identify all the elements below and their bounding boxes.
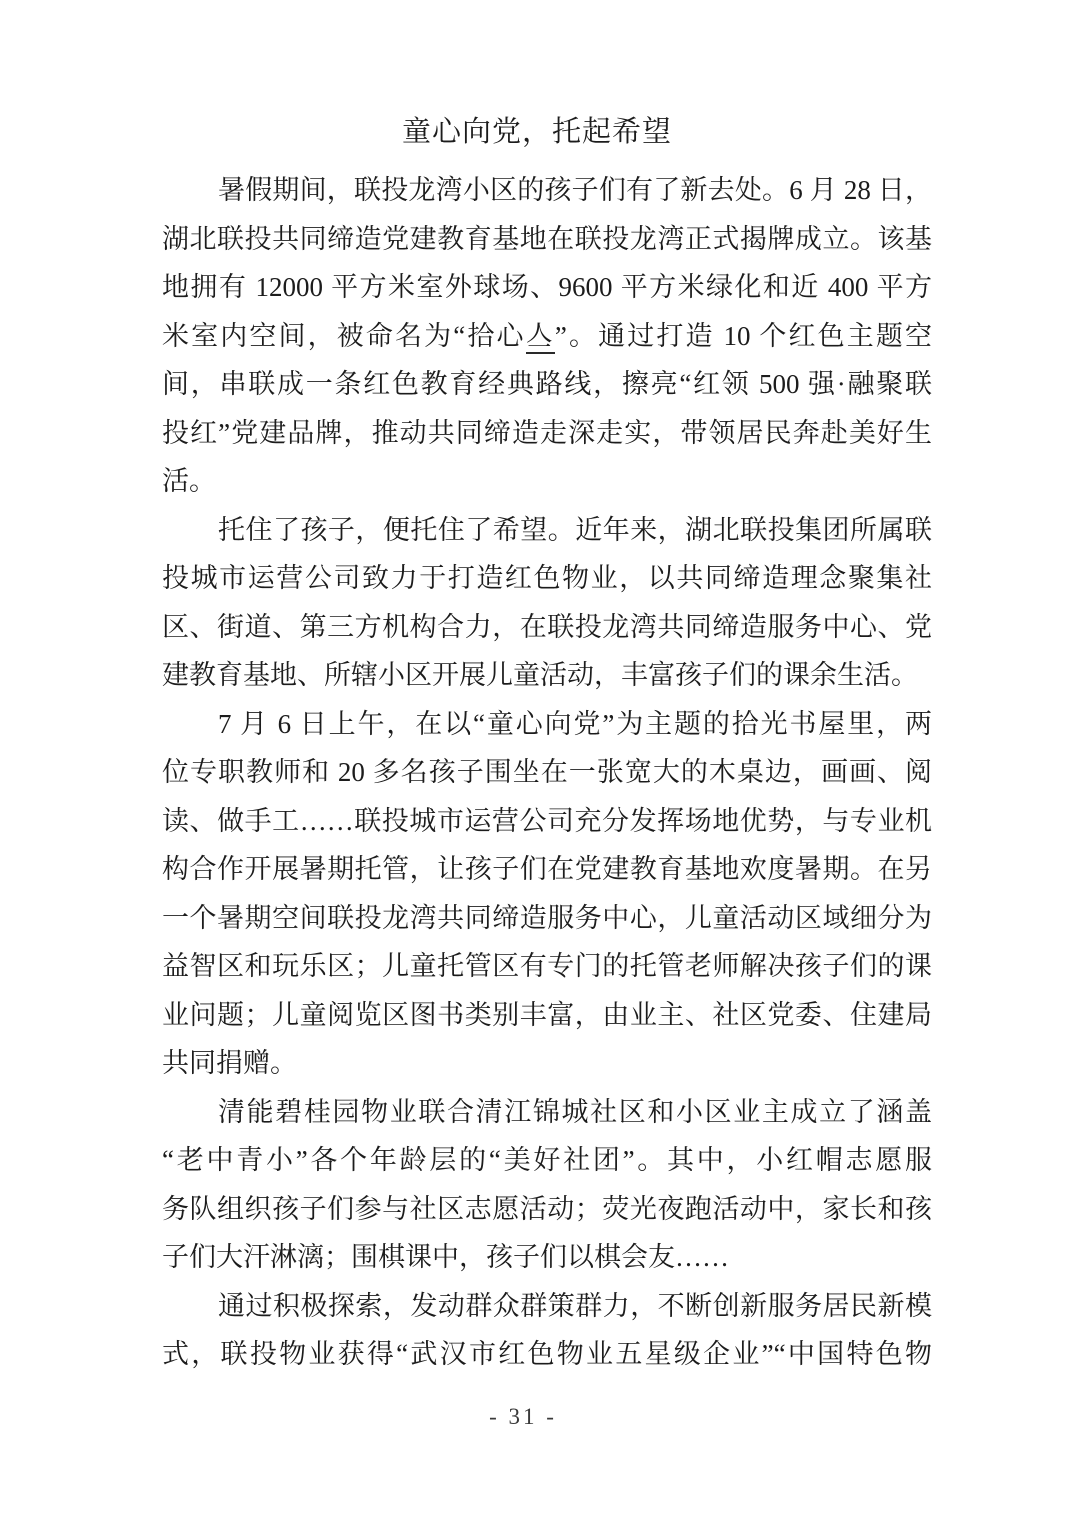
body-line: 建教育基地、所辖小区开展儿童活动，丰富孩子们的课余生活。 bbox=[162, 660, 918, 690]
body-line: 构合作开展暑期托管，让孩子们在党建教育基地欢度暑期。在另 bbox=[162, 854, 932, 884]
paragraph bbox=[162, 506, 932, 700]
body-line: 务队组织孩子们参与社区志愿活动；荧光夜跑活动中，家长和孩 bbox=[162, 1193, 932, 1224]
document-title: 童心向党，托起希望 bbox=[401, 116, 672, 148]
underlined-term: 亼 bbox=[526, 321, 555, 354]
body-line: 投城市运营公司致力于打造红色物业，以共同缔造理念聚集社 bbox=[162, 563, 932, 593]
body-line: 间，串联成一条红色教育经典路线，擦亮“红领 500 强·融聚联 bbox=[162, 369, 932, 399]
body-line: 暑假期间，联投龙湾小区的孩子们有了新去处。6 月 28 日， bbox=[218, 175, 932, 205]
body-line: “老中青小”各个年龄层的“美好社团”。其中，小红帽志愿服 bbox=[162, 1145, 932, 1175]
body-line-segment: ”。通过打造 10 个红色主题空 bbox=[554, 320, 932, 351]
body-line: 7 月 6 日上午，在以“童心向党”为主题的拾光书屋里，两 bbox=[218, 708, 932, 739]
body-line: 共同捐赠。 bbox=[162, 1048, 297, 1078]
body-line: 式，联投物业获得“武汉市红色物业五星级企业”“中国特色物 bbox=[162, 1339, 932, 1369]
body-line: 地拥有 12000 平方米室外球场、9600 平方米绿化和近 400 平方 bbox=[162, 272, 932, 302]
body-line: 区、街道、第三方机构合力，在联投龙湾共同缔造服务中心、党 bbox=[162, 611, 932, 642]
paragraph bbox=[162, 166, 932, 506]
body-line: 读、做手工……联投城市运营公司充分发挥场地优势，与专业机 bbox=[162, 805, 932, 836]
paragraph bbox=[162, 1282, 932, 1379]
paragraph bbox=[162, 700, 932, 1088]
body-line: 益智区和玩乐区；儿童托管区有专门的托管老师解决孩子们的课 bbox=[162, 951, 932, 981]
body-line: 通过积极探索，发动群众群策群力，不断创新服务居民新模 bbox=[218, 1290, 932, 1321]
body-line-segment: 米室内空间，被命名为“拾心 bbox=[162, 320, 526, 351]
body-line: 位专职教师和 20 多名孩子围坐在一张宽大的木桌边，画画、阅 bbox=[162, 757, 932, 787]
body-line: 活。 bbox=[162, 466, 216, 496]
body-line: 业问题；儿童阅览区图书类别丰富，由业主、社区党委、住建局 bbox=[162, 999, 932, 1030]
body-line bbox=[162, 312, 932, 361]
body-line: 子们大汗淋漓；围棋课中，孩子们以棋会友…… bbox=[162, 1242, 729, 1272]
paragraph bbox=[162, 1088, 932, 1282]
body-line: 一个暑期空间联投龙湾共同缔造服务中心，儿童活动区域细分为 bbox=[162, 902, 932, 933]
document-body bbox=[162, 166, 932, 1379]
body-line: 托住了孩子，便托住了希望。近年来，湖北联投集团所属联 bbox=[218, 514, 932, 545]
page-number: - 31 - bbox=[489, 1404, 557, 1429]
body-line: 投红”党建品牌，推动共同缔造走深走实，带领居民奔赴美好生 bbox=[162, 417, 932, 448]
body-line: 清能碧桂园物业联合清江锦城社区和小区业主成立了涵盖 bbox=[218, 1096, 932, 1127]
body-line: 湖北联投共同缔造党建教育基地在联投龙湾正式揭牌成立。该基 bbox=[162, 223, 932, 254]
